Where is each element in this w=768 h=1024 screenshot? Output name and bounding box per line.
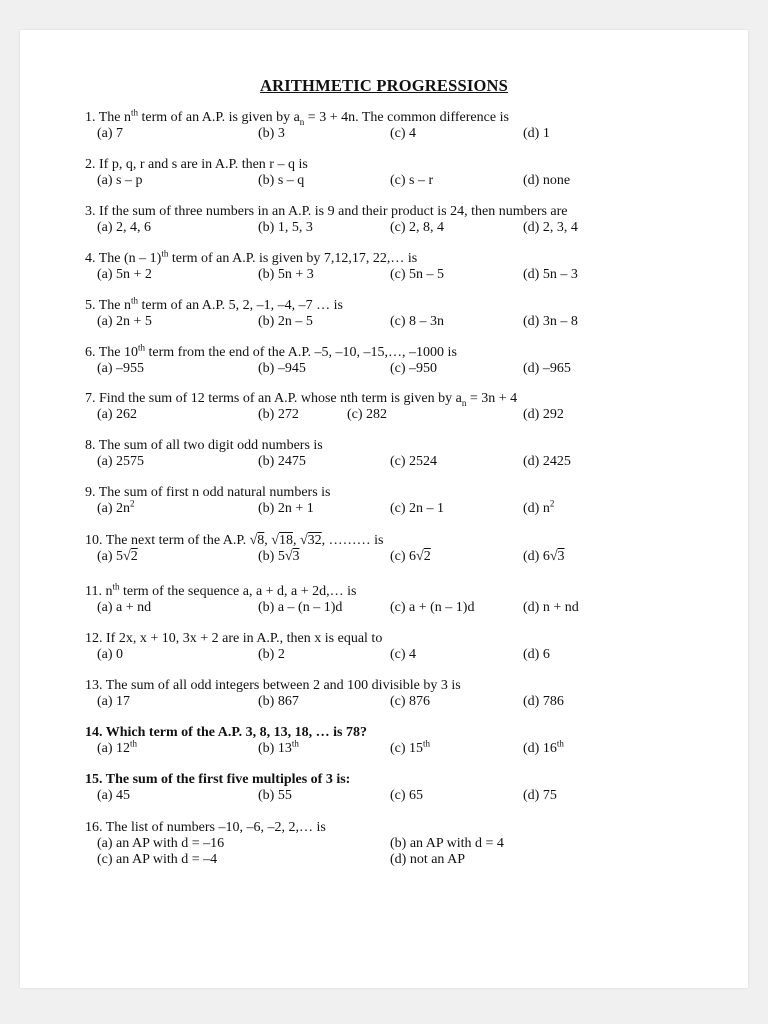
question-2	[85, 157, 725, 189]
question-stem: 7. Find the sum of 12 terms of an A.P. whose nth term is given by $a_n = 3n + 4$	[85, 391, 518, 408]
option-d: (d) 786	[523, 694, 564, 709]
option-c: (c) 2524	[390, 454, 438, 469]
option-c: (c) 2n – 1	[390, 501, 445, 516]
question-stem: 6. The 10th term from the end of the A.P. –5, –10, –15,…, –1000 is	[85, 342, 457, 360]
option-a: (a) 5n + 2	[97, 267, 152, 282]
question-stem: 14. Which term of the A.P. 3, 8, 13, 18, … is 78?	[85, 725, 367, 740]
question-stem: 1. The $n^{th}$ term of an A.P. is given by $a_n = 3 + 4n$. The common difference is	[85, 107, 509, 127]
option-d: (d) 6	[523, 647, 550, 662]
option-c: (c) –950	[390, 361, 438, 376]
option-a: (a) 2, 4, 6	[97, 220, 152, 235]
option-a: (a) a + nd	[97, 600, 152, 615]
option-d: (d) $n^2$	[523, 498, 555, 516]
option-c: (c) 6√2	[390, 549, 431, 564]
options-row	[85, 852, 725, 868]
option-a: (a) –955	[97, 361, 145, 376]
option-b: (b) 1, 5, 3	[258, 220, 313, 235]
option-b: (b) –945	[258, 361, 306, 376]
option-a: (a) an AP with d = –16	[97, 836, 225, 851]
options-row	[85, 267, 725, 283]
option-a: (a) 2n + 5	[97, 314, 152, 329]
option-b: (b) 5n + 3	[258, 267, 314, 282]
options-row	[85, 600, 725, 616]
option-a: (a) 2575	[97, 454, 145, 469]
option-c: (c) 15th	[390, 738, 431, 756]
option-b: (b) an AP with d = 4	[390, 836, 504, 851]
option-b: (b) 272	[258, 407, 299, 422]
option-d: (d) 1	[523, 126, 550, 141]
option-a: (a) $2n^2$	[97, 498, 135, 516]
option-a: (a) 17	[97, 694, 131, 709]
options-row	[85, 173, 725, 189]
options-row	[85, 647, 725, 663]
question-10	[85, 533, 725, 565]
options-row	[85, 220, 725, 236]
option-a: (a) s – p	[97, 173, 143, 188]
option-b: (b) a – (n – 1)d	[258, 600, 343, 615]
option-a: (a) 45	[97, 788, 131, 803]
question-14	[85, 725, 725, 757]
options-row	[85, 126, 725, 142]
question-stem: 5. The $n^{th}$ term of an A.P. 5, 2, –1, –4, –7 … is	[85, 295, 343, 313]
option-d: (d) 5n – 3	[523, 267, 578, 282]
option-a: (a) 7	[97, 126, 124, 141]
question-stem: 12. If 2x, x + 10, 3x + 2 are in A.P., then x is equal to	[85, 631, 383, 646]
options-row	[85, 836, 725, 852]
page-title: ARITHMETIC PROGRESSIONS	[259, 76, 509, 95]
option-b: (b) 13th	[258, 738, 299, 756]
options-row	[85, 314, 725, 330]
question-4	[85, 248, 725, 283]
option-a: (a) 5√2	[97, 549, 138, 564]
option-c: (c) 2, 8, 4	[390, 220, 445, 235]
question-6	[85, 342, 725, 377]
option-c: (c) 65	[390, 788, 424, 803]
question-stem: 2. If p, q, r and s are in A.P. then r – q is	[85, 157, 308, 172]
option-d: (d) 16th	[523, 738, 564, 756]
option-c: (c) 8 – 3n	[390, 314, 445, 329]
question-stem: 4. The (n – 1)$^{th}$ term of an A.P. is given by 7,12,17, 22,… is	[85, 248, 418, 266]
option-a: (a) 12th	[97, 738, 138, 756]
option-b: (b) 867	[258, 694, 299, 709]
option-a: (a) 262	[97, 407, 138, 422]
option-b: (b) 2	[258, 647, 285, 662]
options-row	[85, 694, 725, 710]
question-13	[85, 678, 725, 710]
question-5	[85, 295, 725, 330]
option-d: (d) not an AP	[390, 852, 466, 867]
question-15	[85, 772, 725, 804]
question-stem: 3. If the sum of three numbers in an A.P. is 9 and their product is 24, then numbers are	[85, 204, 568, 219]
question-stem: 13. The sum of all odd integers between 2 and 100 divisible by 3 is	[85, 678, 461, 693]
option-b: (b) 2475	[258, 454, 306, 469]
option-d: (d) 6√3	[523, 549, 565, 564]
question-12	[85, 631, 725, 663]
options-row	[85, 498, 725, 517]
option-d: (d) n + nd	[523, 600, 579, 615]
question-stem: 11. $n^{th}$ term of the sequence a, a + d, a + 2d,… is	[85, 581, 357, 599]
option-c: (c) a + (n – 1)d	[390, 600, 475, 615]
options-row	[85, 549, 725, 565]
option-d: (d) 75	[523, 788, 557, 803]
question-7	[85, 391, 725, 423]
question-stem: 9. The sum of first n odd natural numbers is	[85, 485, 331, 500]
question-16	[85, 820, 725, 868]
question-stem: 10. The next term of the A.P. √8, √18, √32, ……… is	[85, 533, 384, 548]
option-c: (c) 4	[390, 126, 417, 141]
option-d: (d) –965	[523, 361, 571, 376]
option-c: (c) s – r	[390, 173, 434, 188]
question-1	[85, 107, 725, 142]
option-b: (b) s – q	[258, 173, 305, 188]
option-c: (c) an AP with d = –4	[97, 852, 218, 867]
option-c: (c) 282	[347, 407, 388, 422]
options-row	[85, 361, 725, 377]
option-c: (c) 5n – 5	[390, 267, 445, 282]
option-d: (d) 2, 3, 4	[523, 220, 578, 235]
options-row	[85, 788, 725, 804]
question-9	[85, 485, 725, 517]
option-b: (b) 2n + 1	[258, 501, 314, 516]
option-a: (a) 0	[97, 647, 124, 662]
option-b: (b) 2n – 5	[258, 314, 313, 329]
option-d: (d) 292	[523, 407, 564, 422]
option-b: (b) 55	[258, 788, 292, 803]
option-d: (d) 3n – 8	[523, 314, 578, 329]
question-8	[85, 438, 725, 470]
option-b: (b) 3	[258, 126, 285, 141]
question-stem: 8. The sum of all two digit odd numbers is	[85, 438, 323, 453]
options-row	[85, 407, 725, 423]
question-stem: 15. The sum of the first five multiples of 3 is:	[85, 772, 351, 787]
question-11	[85, 581, 725, 616]
option-d: (d) 2425	[523, 454, 571, 469]
question-stem: 16. The list of numbers –10, –6, –2, 2,… is	[85, 820, 326, 835]
options-row	[85, 454, 725, 470]
options-row	[85, 738, 725, 757]
option-c: (c) 876	[390, 694, 431, 709]
option-c: (c) 4	[390, 647, 417, 662]
question-3	[85, 204, 725, 236]
option-b: (b) 5√3	[258, 549, 300, 564]
option-d: (d) none	[523, 173, 571, 188]
